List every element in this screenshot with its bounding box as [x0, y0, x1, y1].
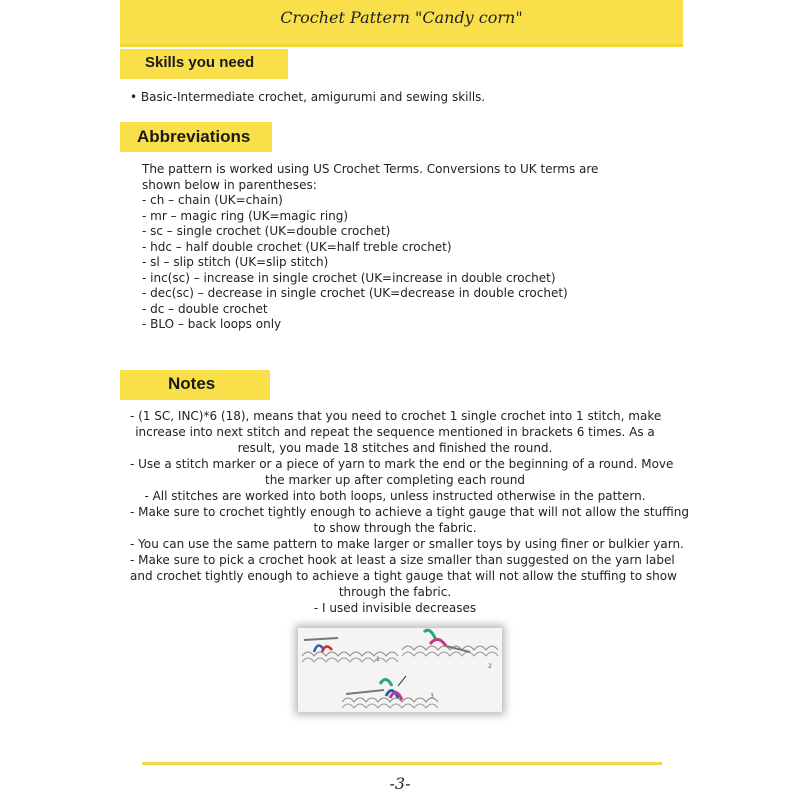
page-header-title: Crochet Pattern "Candy corn" [280, 8, 523, 27]
notes-line: the marker up after completing each round [264, 473, 525, 487]
abbreviation-item: - dec(sc) – decrease in single crochet (UK=decrease in double crochet) [142, 286, 568, 300]
notes-line: increase into next stitch and repeat the sequence mentioned in brackets 6 times. As a [135, 425, 655, 439]
illustration-panel-2 [402, 630, 498, 670]
notes-line: - Make sure to crochet tightly enough to achieve a tight gauge that will not allow the stuffing [130, 505, 690, 519]
notes-line: - All stitches are worked into both loops, unless instructed otherwise in the pattern. [144, 489, 646, 503]
crochet-hook-icon [346, 690, 384, 694]
invisible-decrease-illustration [298, 628, 502, 712]
illustration-panel-3 [342, 676, 438, 708]
notes-line: to show through the fabric. [313, 521, 477, 535]
abbreviation-item: - dc – double crochet [142, 301, 268, 316]
arrow-icon [398, 676, 406, 686]
crochet-hook-icon [304, 638, 338, 640]
notes-line: and crochet tightly enough to achieve a tight gauge that will not allow the stuffing to show [130, 569, 677, 583]
skills-heading: Skills you need [145, 54, 255, 71]
abbreviations-intro-line: shown below in parentheses: [142, 177, 317, 192]
abbreviation-item: - sc – single crochet (UK=double crochet) [142, 224, 391, 238]
step-number: 2 [488, 663, 492, 670]
notes-line: - (1 SC, INC)*6 (18), means that you need to crochet 1 single crochet into 1 stitch, make [130, 409, 662, 423]
notes-line: through the fabric. [338, 585, 452, 599]
notes-line: result, you made 18 stitches and finished the round. [237, 441, 553, 455]
step-number: 1 [376, 656, 380, 663]
abbreviation-item: - BLO – back loops only [142, 317, 282, 331]
footer-rule [142, 762, 662, 765]
abbreviation-item: - ch – chain (UK=chain) [142, 193, 283, 207]
notes-line: - Use a stitch marker or a piece of yarn to mark the end or the beginning of a round. Move [130, 457, 674, 471]
notes-line: - You can use the same pattern to make larger or smaller toys by using finer or bulkier yarn. [130, 537, 684, 551]
notes-heading: Notes [168, 374, 216, 393]
abbreviation-item: - sl – slip stitch (UK=slip stitch) [142, 255, 329, 269]
abbreviations-intro-line: The pattern is worked using US Crochet Terms. Conversions to UK terms are [142, 162, 599, 176]
step-number: 3 [430, 693, 434, 700]
illustration-panel-1 [302, 638, 398, 663]
abbreviation-item: - mr – magic ring (UK=magic ring) [142, 208, 349, 223]
abbreviations-heading: Abbreviations [137, 127, 251, 146]
abbreviation-item: - inc(sc) – increase in single crochet (UK=increase in double crochet) [142, 270, 556, 285]
page-number: -3- [389, 774, 411, 793]
notes-line: - Make sure to pick a crochet hook at least a size smaller than suggested on the yarn label [130, 553, 675, 567]
abbreviation-item: - hdc – half double crochet (UK=half treble crochet) [142, 239, 452, 254]
skills-item: • Basic-Intermediate crochet, amigurumi and sewing skills. [130, 90, 486, 104]
crochet-diagram-svg [298, 628, 502, 712]
notes-line: - I used invisible decreases [313, 601, 477, 615]
